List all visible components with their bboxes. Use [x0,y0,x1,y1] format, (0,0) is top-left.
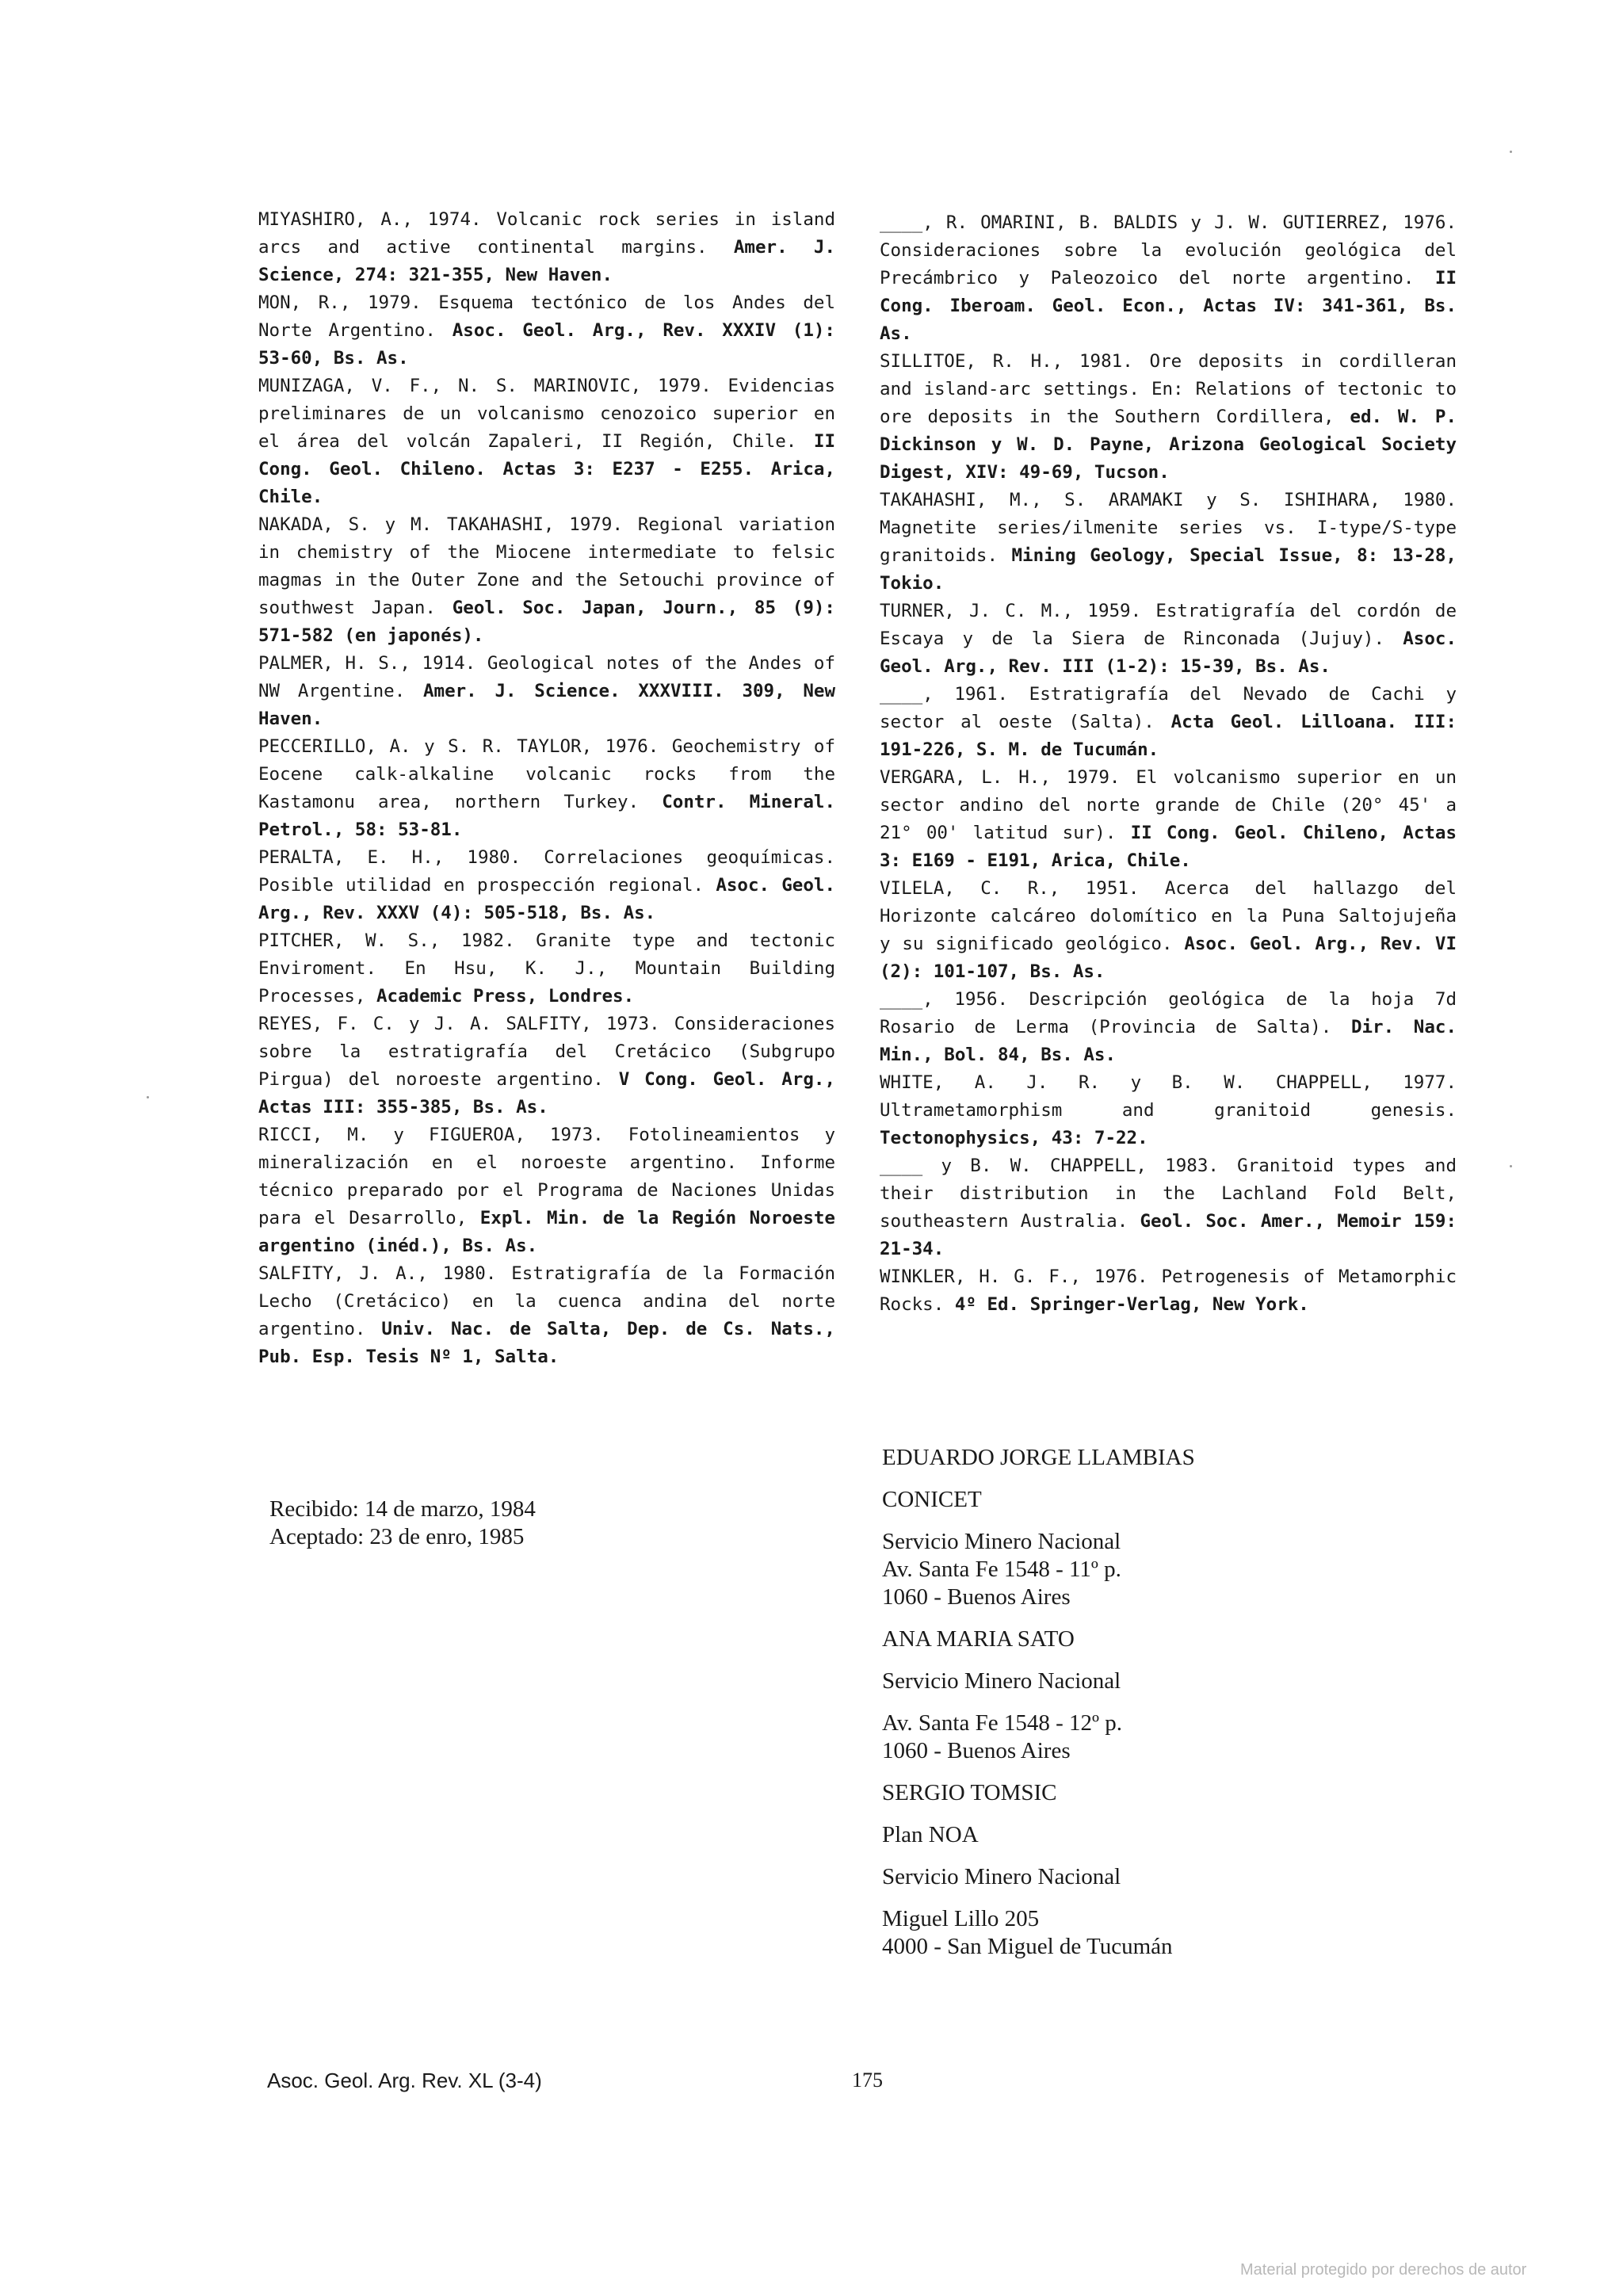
author-address: 1060 - Buenos Aires [882,1584,1071,1610]
reference-source: II Cong. Geol. Chileno, Actas 3: E169 - E191, Arica, Chile. [880,823,1457,871]
reference-source: Acta Geol. Lilloana. III: 191-226, S. M. de Tucumán. [880,712,1457,760]
scan-speck [1510,1165,1512,1167]
reference-source: Academic Press, Londres. [376,986,635,1007]
reference-text: MON, R., 1979. Esquema tectónico de los Andes del Norte Argentino. [258,292,835,341]
reference-text: RICCI, M. y FIGUEROA, 1973. Fotolineamientos y mineralización en el noroeste argentino. Informe técnico preparado por el Programa de Naciones Unidas para el Desarrollo, [258,1125,835,1228]
reference-entry [880,487,1457,598]
reference-text: REYES, F. C. y J. A. SALFITY, 1973. Consideraciones sobre la estratigrafía del Cretácico (Subgrupo Pirgua) del noroeste argentino. [258,1014,835,1090]
reference-entry [258,1010,835,1121]
reference-entry [880,986,1457,1069]
reference-source: Asoc. Geol. Arg., Rev. III (1-2): 15-39, Bs. As. [880,628,1457,677]
reference-entry [258,511,835,650]
reference-source: Asoc. Geol. Arg., Rev. XXXIV (1): 53-60, Bs. As. [258,320,835,369]
page-number: 175 [852,2069,883,2092]
author-name: SERGIO TOMSIC [882,1780,1057,1805]
reference-source: ed. W. P. Dickinson y W. D. Payne, Arizona Geological Society Digest, XIV: 49-69, Tucson. [880,407,1457,483]
reference-entry [880,1152,1457,1263]
reference-source: Contr. Mineral. Petrol., 58: 53-81. [258,792,835,840]
reference-source: Tectonophysics, 43: 7-22. [880,1128,1148,1148]
reference-entry [880,209,1457,348]
reference-text: ____, 1961. Estratigrafía del Nevado de Cachi y sector al oeste (Salta). [880,684,1457,732]
reference-entry [258,844,835,927]
reference-text: PITCHER, W. S., 1982. Granite type and tectonic Enviroment. En Hsu, K. J., Mountain Building Processes, [258,930,835,1007]
reference-text: MUNIZAGA, V. F., N. S. MARINOVIC, 1979. Evidencias preliminares de un volcanismo cenozoico superior en el área del volcán Zapaleri, II Región, Chile. [258,376,835,452]
reference-text: PALMER, H. S., 1914. Geological notes of the Andes of NW Argentine. [258,653,835,701]
reference-text: NAKADA, S. y M. TAKAHASHI, 1979. Regional variation in chemistry of the Miocene intermediate to felsic magmas in the Outer Zone and the Setouchi province of southwest Japan. [258,514,835,618]
reference-source: Expl. Min. de la Región Noroeste argentino (inéd.), Bs. As. [258,1208,835,1256]
references-left-column [258,206,835,1371]
reference-source: Amer. J. Science, 274: 321-355, New Haven. [258,237,835,285]
accepted-date: Aceptado: 23 de enro, 1985 [269,1524,525,1549]
reference-entry [258,733,835,844]
author-name: ANA MARIA SATO [882,1626,1075,1652]
reference-text: TURNER, J. C. M., 1959. Estratigrafía del cordón de Escaya y de la Siera de Rinconada (Jujuy). [880,601,1457,649]
references-right-column [880,209,1457,1319]
author-affiliation: Plan NOA [882,1822,979,1847]
author-address: Miguel Lillo 205 [882,1906,1040,1931]
reference-entry [258,289,835,372]
reference-entry [258,650,835,733]
journal-citation: Asoc. Geol. Arg. Rev. XL (3-4) [267,2069,542,2092]
reference-text: ____ y B. W. CHAPPELL, 1983. Granitoid types and their distribution in the Lachland Fold Belt, southeastern Australia. [880,1156,1457,1232]
reference-text: PERALTA, E. H., 1980. Correlaciones geoquímicas. Posible utilidad en prospección regional. [258,847,835,896]
reference-source: Dir. Nac. Min., Bol. 84, Bs. As. [880,1017,1457,1065]
reference-text: PECCERILLO, A. y S. R. TAYLOR, 1976. Geochemistry of Eocene calk-alkaline volcanic rocks from the Kastamonu area, northern Turkey. [258,736,835,812]
reference-source: Amer. J. Science. XXXVIII. 309, New Haven. [258,681,835,729]
reference-text: ____, 1956. Descripción geológica de la hoja 7d Rosario de Lerma (Provincia de Salta). [880,989,1457,1037]
reference-source: Univ. Nac. de Salta, Dep. de Cs. Nats., Pub. Esp. Tesis Nº 1, Salta. [258,1319,835,1367]
author-affiliation: CONICET [882,1487,982,1512]
author-address: 1060 - Buenos Aires [882,1738,1071,1763]
reference-entry [880,764,1457,875]
scan-speck [147,1096,149,1098]
author-institution: Servicio Minero Nacional [882,1529,1121,1554]
reference-entry [880,348,1457,487]
scan-speck [1510,151,1512,153]
reference-entry [258,927,835,1010]
reference-source: Asoc. Geol. Arg., Rev. XXXV (4): 505-518, Bs. As. [258,875,835,923]
reference-entry [258,372,835,511]
reference-entry [880,681,1457,764]
reference-text: SILLITOE, R. H., 1981. Ore deposits in cordilleran and island-arc settings. En: Relations of tectonic to ore deposits in the Southern Cordillera, [880,351,1457,427]
reference-source: Geol. Soc. Japan, Journ., 85 (9): 571-582 (en japonés). [258,598,835,646]
author-name: EDUARDO JORGE LLAMBIAS [882,1445,1195,1470]
reference-entry [258,206,835,289]
reference-text: ____, R. OMARINI, B. BALDIS y J. W. GUTIERREZ, 1976. Consideraciones sobre la evolución geológica del Precámbrico y Paleozoico del norte argentino. [880,212,1457,288]
reference-text: TAKAHASHI, M., S. ARAMAKI y S. ISHIHARA, 1980. Magnetite series/ilmenite series vs. I-type/S-type granitoids. [880,490,1457,566]
reference-source: 4º Ed. Springer-Verlag, New York. [954,1294,1309,1315]
copyright-watermark: Material protegido por derechos de autor [1240,2261,1527,2279]
author-address: Av. Santa Fe 1548 - 11º p. [882,1557,1121,1582]
reference-text: SALFITY, J. A., 1980. Estratigrafía de la Formación Lecho (Cretácico) en la cuenca andina del norte argentino. [258,1263,835,1339]
reference-source: II Cong. Geol. Chileno. Actas 3: E237 - E255. Arica, Chile. [258,431,835,507]
reference-text: VERGARA, L. H., 1979. El volcanismo superior en un sector andino del norte grande de Chile (20° 45' a 21° 00' latitud sur). [880,767,1457,843]
reference-text: VILELA, C. R., 1951. Acerca del hallazgo del Horizonte calcáreo dolomítico en la Puna Saltojujeña y su significado geológico. [880,878,1457,954]
author-address: 4000 - San Miguel de Tucumán [882,1934,1173,1959]
author-institution: Servicio Minero Nacional [882,1864,1121,1889]
reference-source: II Cong. Iberoam. Geol. Econ., Actas IV: 341-361, Bs. As. [880,268,1457,344]
reference-text: WHITE, A. J. R. y B. W. CHAPPELL, 1977. Ultrametamorphism and granitoid genesis. [880,1072,1457,1121]
reference-entry [880,1263,1457,1319]
received-date: Recibido: 14 de marzo, 1984 [269,1496,536,1522]
reference-entry [258,1260,835,1371]
received-dates [269,1496,536,1551]
reference-entry [880,1069,1457,1152]
author-address: Av. Santa Fe 1548 - 12º p. [882,1710,1122,1736]
reference-text: MIYASHIRO, A., 1974. Volcanic rock series in island arcs and active continental margins. [258,209,835,258]
reference-entry [880,598,1457,681]
reference-source: Asoc. Geol. Arg., Rev. VI (2): 101-107, Bs. As. [880,934,1457,982]
author-institution: Servicio Minero Nacional [882,1668,1121,1694]
reference-source: V Cong. Geol. Arg., Actas III: 355-385, Bs. As. [258,1069,835,1117]
reference-entry [258,1121,835,1260]
reference-entry [880,875,1457,986]
author-addresses [882,1444,1195,1961]
reference-source: Mining Geology, Special Issue, 8: 13-28, Tokio. [880,545,1457,594]
reference-source: Geol. Soc. Amer., Memoir 159: 21-34. [880,1211,1457,1259]
reference-text: WINKLER, H. G. F., 1976. Petrogenesis of Metamorphic Rocks. [880,1266,1457,1315]
